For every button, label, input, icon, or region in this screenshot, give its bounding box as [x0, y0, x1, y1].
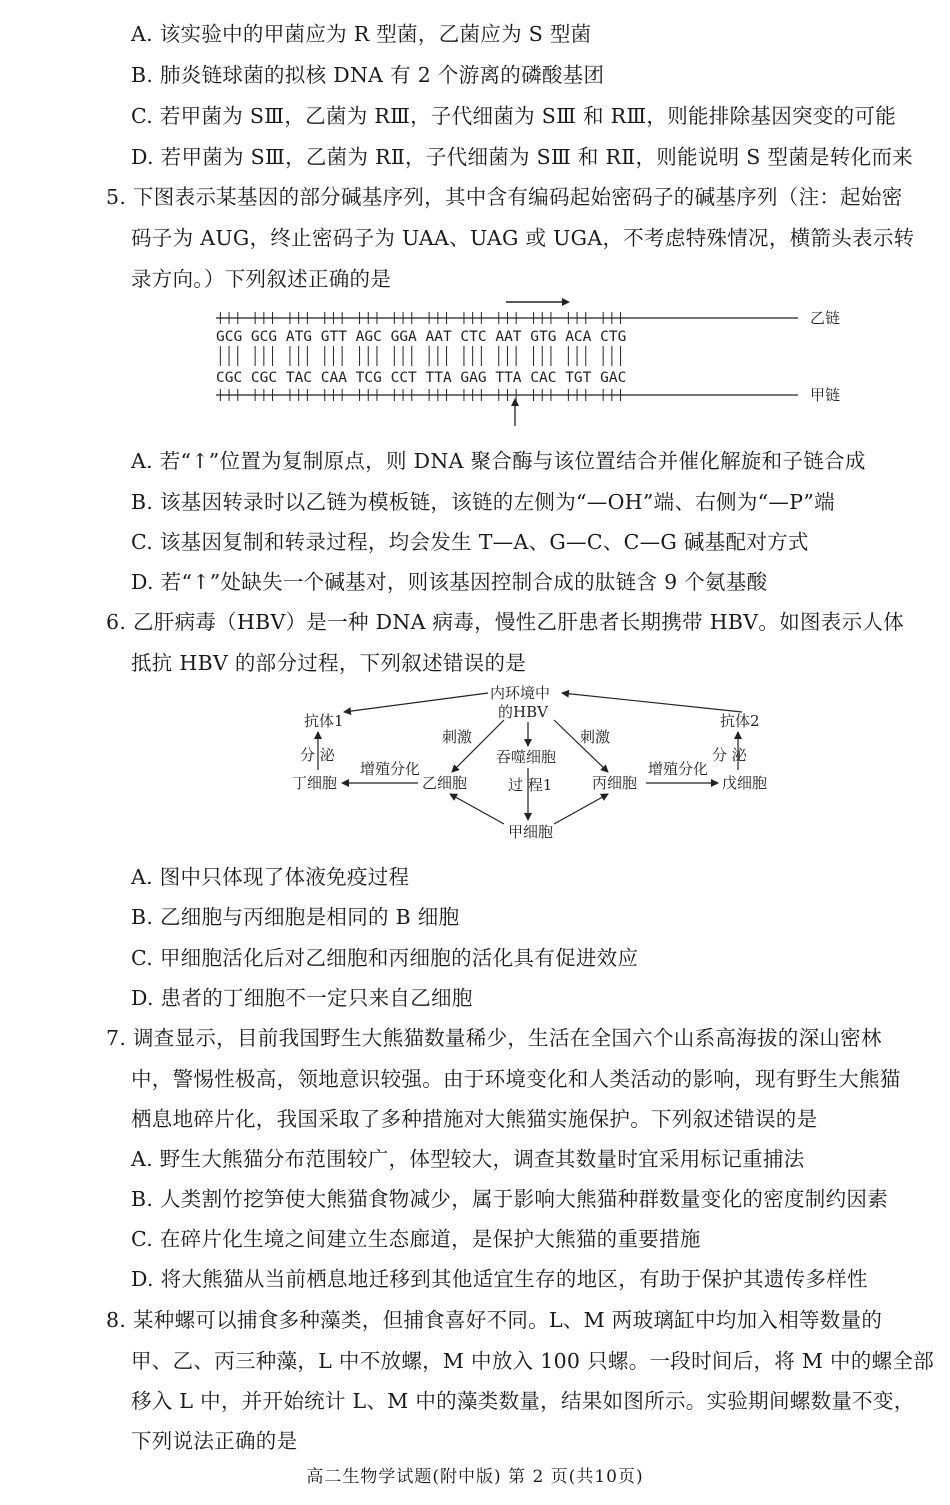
stimulate-right-label: 刺激	[580, 728, 611, 746]
q7-stem-line-1: 7. 调查显示，目前我国野生大熊猫数量稀少，生活在全国六个山系高海拔的深山密林	[106, 1026, 882, 1050]
stimulate-left-label: 刺激	[442, 728, 473, 746]
hbv-env-label-2: 的HBV	[498, 703, 548, 721]
page-footer: 高二生物学试题(附中版) 第 2 页(共10页)	[306, 1467, 644, 1487]
q6-option-c: C. 甲细胞活化后对乙细胞和丙细胞的活化具有促进效应	[131, 946, 639, 970]
process-1-label: 过 程1	[508, 776, 553, 794]
bottom-strand-sequence: CGC CGC TAC CAA TCG CCT TTA GAG TTA CAC TGT GAC	[216, 370, 627, 386]
q4-option-d: D. 若甲菌为 SⅢ，乙菌为 RⅡ，子代细菌为 SⅢ 和 RⅡ，则能说明 S 型菌是转化而来	[131, 145, 914, 169]
proliferate-right-label: 增殖分化	[648, 760, 709, 778]
bottom-strand-label: 甲链	[810, 386, 841, 404]
hbv-env-label-1: 内环境中	[490, 684, 551, 702]
q7-stem-line-2: 中，警惕性极高，领地意识较强。由于环境变化和人类活动的影响，现有野生大熊猫	[131, 1067, 901, 1091]
q7-option-a: A. 野生大熊猫分布范围较广，体型较大，调查其数量时宜采用标记重捕法	[131, 1147, 805, 1171]
q5-stem-line-3: 录方向。）下列叙述正确的是	[131, 267, 392, 291]
immune-process-figure	[290, 682, 790, 844]
antibody-2-label: 抗体2	[720, 712, 760, 730]
q5-option-a: A. 若“↑”位置为复制原点，则 DNA 聚合酶与该位置结合并催化解旋和子链合成	[131, 449, 866, 473]
q5-stem-line-1: 5. 下图表示某基因的部分碱基序列，其中含有编码起始密码子的碱基序列（注：起始密	[106, 185, 903, 209]
proliferate-left-label: 增殖分化	[360, 760, 421, 778]
q5-option-d: D. 若“↑”处缺失一个碱基对，则该基因控制合成的肽链含 9 个氨基酸	[131, 570, 768, 594]
q6-stem-line-1: 6. 乙肝病毒（HBV）是一种 DNA 病毒，慢性乙肝患者长期携带 HBV。如图表示人体	[106, 610, 904, 634]
cell-ding-label: 丁细胞	[292, 774, 338, 792]
antibody-1-label: 抗体1	[304, 712, 344, 730]
q7-option-d: D. 将大熊猫从当前栖息地迁移到其他适宜生存的地区，有助于保护其遗传多样性	[131, 1267, 868, 1291]
q8-stem-line-4: 下列说法正确的是	[131, 1429, 298, 1453]
q8-stem-line-1: 8. 某种螺可以捕食多种藻类，但捕食喜好不同。L、M 两玻璃缸中均加入相等数量的	[106, 1308, 883, 1332]
secrete-left-label: 分 泌	[300, 746, 335, 764]
q7-option-b: B. 人类割竹挖笋使大熊猫食物减少，属于影响大熊猫种群数量变化的密度制约因素	[131, 1187, 888, 1211]
q5-option-c: C. 该基因复制和转录过程，均会发生 T—A、G—C、C—G 碱基配对方式	[131, 530, 809, 554]
secrete-right-label: 分 泌	[712, 746, 747, 764]
q7-option-c: C. 在碎片化生境之间建立生态廊道，是保护大熊猫的重要措施	[131, 1227, 701, 1251]
q5-stem-line-2: 码子为 AUG，终止密码子为 UAA、UAG 或 UGA，不考虑特殊情况，横箭头表示转	[131, 226, 915, 250]
dna-sequence-figure	[200, 296, 860, 428]
q6-option-a: A. 图中只体现了体液免疫过程	[131, 865, 410, 889]
cell-jia-label: 甲细胞	[508, 823, 554, 841]
cell-wu-label: 戊细胞	[722, 774, 768, 792]
q5-option-b: B. 该基因转录时以乙链为模板链，该链的左侧为“—OH”端、右侧为“—P”端	[131, 490, 835, 514]
top-strand-label: 乙链	[810, 309, 841, 327]
q6-option-d: D. 患者的丁细胞不一定只来自乙细胞	[131, 986, 473, 1010]
q4-option-b: B. 肺炎链球菌的拟核 DNA 有 2 个游离的磷酸基团	[131, 63, 605, 87]
q7-stem-line-3: 栖息地碎片化，我国采取了多种措施对大熊猫实施保护。下列叙述错误的是	[131, 1107, 818, 1131]
q4-option-c: C. 若甲菌为 SⅢ，乙菌为 RⅢ，子代细菌为 SⅢ 和 RⅢ，则能排除基因突变的可能	[131, 104, 897, 128]
q8-stem-line-3: 移入 L 中，并开始统计 L、M 中的藻类数量，结果如图所示。实验期间螺数量不变，	[131, 1389, 915, 1413]
q4-option-a: A. 该实验中的甲菌应为 R 型菌，乙菌应为 S 型菌	[131, 22, 592, 46]
phagocyte-label: 吞噬细胞	[496, 748, 557, 766]
q6-option-b: B. 乙细胞与丙细胞是相同的 B 细胞	[131, 905, 460, 929]
cell-yi-label: 乙细胞	[422, 774, 468, 792]
q6-stem-line-2: 抵抗 HBV 的部分过程，下列叙述错误的是	[131, 651, 527, 675]
q8-stem-line-2: 甲、乙、丙三种藻，L 中不放螺，M 中放入 100 只螺。一段时间后，将 M 中的螺全部	[131, 1349, 935, 1373]
top-strand-sequence: GCG GCG ATG GTT AGC GGA AAT CTC AAT GTG ACA CTG	[216, 329, 627, 345]
cell-bing-label: 丙细胞	[592, 774, 638, 792]
